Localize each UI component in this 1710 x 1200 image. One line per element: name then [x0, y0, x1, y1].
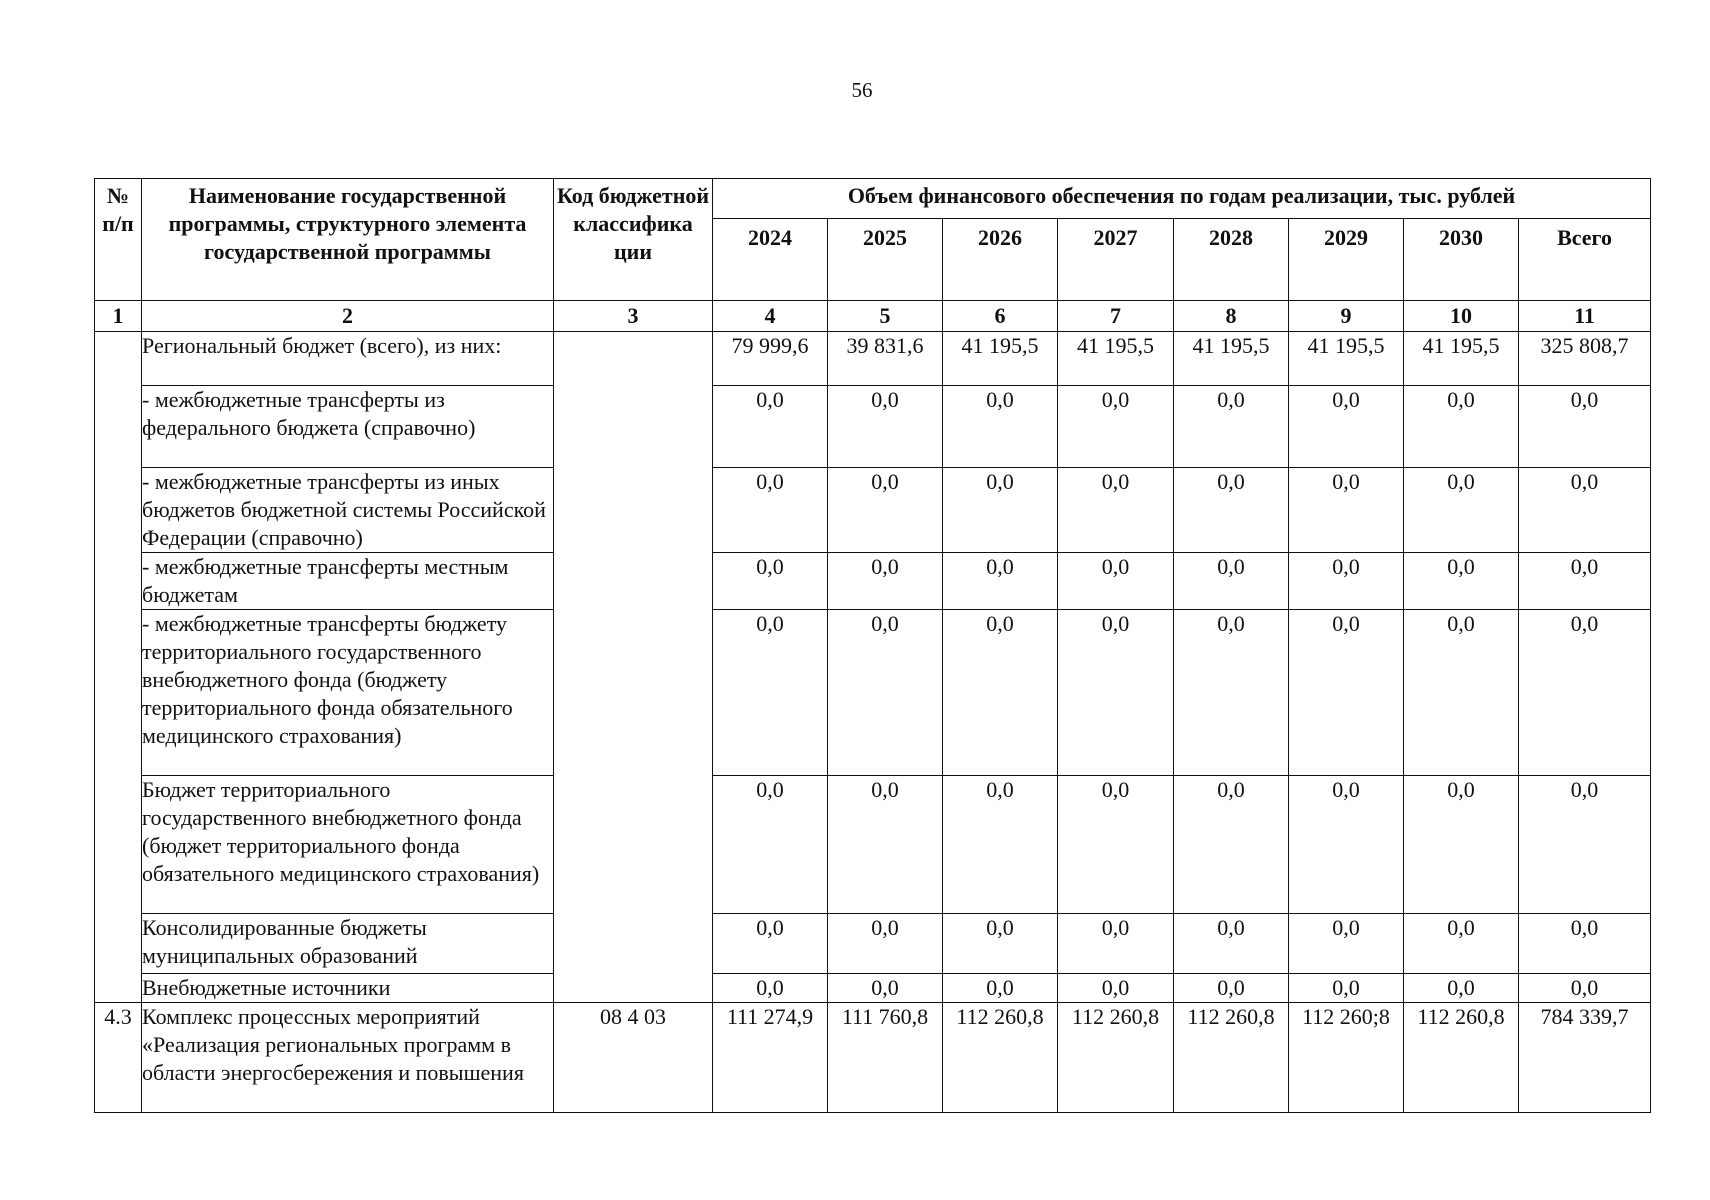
cell-value: 0,0: [713, 468, 828, 553]
cell-value: 0,0: [828, 776, 943, 914]
cell-value: 0,0: [1289, 914, 1404, 974]
header-np: № п/п: [95, 179, 142, 301]
column-number: 3: [554, 301, 713, 332]
column-number: 1: [95, 301, 142, 332]
header-financing-group: Объем финансового обеспечения по годам реализации, тыс. рублей: [713, 179, 1651, 219]
cell-value: 0,0: [1058, 776, 1174, 914]
row-number: 4.3: [95, 1003, 142, 1113]
cell-value: 0,0: [1289, 610, 1404, 776]
row-name: - межбюджетные трансферты бюджету территориального государственного внебюджетного фонда (бюджету территориального фонда обязательного медицинского страхования): [142, 610, 554, 776]
row-name: Региональный бюджет (всего), из них:: [142, 332, 554, 386]
financing-table: [94, 178, 1651, 1113]
column-number: 11: [1519, 301, 1651, 332]
cell-value: 41 195,5: [1058, 332, 1174, 386]
cell-value: 0,0: [943, 974, 1058, 1003]
header-year: 2026: [943, 219, 1058, 301]
header-name: Наименование государственной программы, структурного элемента государственной программы: [142, 179, 554, 301]
cell-value: 41 195,5: [1174, 332, 1289, 386]
column-number: 4: [713, 301, 828, 332]
row-name: - межбюджетные трансферты из федерального бюджета (справочно): [142, 386, 554, 468]
cell-value: 0,0: [1289, 386, 1404, 468]
header-year: 2030: [1404, 219, 1519, 301]
cell-value: 0,0: [713, 974, 828, 1003]
cell-total: 0,0: [1519, 386, 1651, 468]
cell-value: 111 274,9: [713, 1003, 828, 1113]
cell-value: 0,0: [1174, 776, 1289, 914]
cell-value: 0,0: [1404, 974, 1519, 1003]
row-name: Консолидированные бюджеты муниципальных образований: [142, 914, 554, 974]
header-row-1: [95, 179, 1651, 219]
table-row: [95, 914, 1651, 974]
cell-value: 0,0: [943, 386, 1058, 468]
cell-total: 0,0: [1519, 553, 1651, 610]
cell-total: 0,0: [1519, 468, 1651, 553]
cell-value: 0,0: [943, 610, 1058, 776]
column-number: 9: [1289, 301, 1404, 332]
cell-value: 0,0: [828, 386, 943, 468]
cell-value: 0,0: [1404, 914, 1519, 974]
cell-value: 79 999,6: [713, 332, 828, 386]
row-code: [554, 332, 713, 1003]
cell-value: 0,0: [1058, 553, 1174, 610]
cell-value: 112 260,8: [943, 1003, 1058, 1113]
cell-value: 0,0: [1058, 914, 1174, 974]
cell-value: 0,0: [828, 974, 943, 1003]
cell-value: 0,0: [1174, 914, 1289, 974]
cell-total: 0,0: [1519, 610, 1651, 776]
cell-value: 0,0: [713, 610, 828, 776]
cell-value: 0,0: [1404, 553, 1519, 610]
cell-value: 0,0: [713, 914, 828, 974]
cell-value: 0,0: [1289, 776, 1404, 914]
cell-value: 0,0: [1174, 553, 1289, 610]
cell-total: 0,0: [1519, 974, 1651, 1003]
column-number: 8: [1174, 301, 1289, 332]
cell-value: 0,0: [1404, 776, 1519, 914]
cell-total: 0,0: [1519, 776, 1651, 914]
cell-value: 41 195,5: [1289, 332, 1404, 386]
header-year: 2028: [1174, 219, 1289, 301]
cell-value: 0,0: [1404, 610, 1519, 776]
cell-value: 0,0: [943, 776, 1058, 914]
cell-total: 0,0: [1519, 914, 1651, 974]
cell-value: 0,0: [713, 553, 828, 610]
cell-value: 0,0: [1174, 974, 1289, 1003]
header-code: Код бюджетной классифика ции: [554, 179, 713, 301]
header-total: Всего: [1519, 219, 1651, 301]
table-row: [95, 553, 1651, 610]
table-row: [95, 776, 1651, 914]
cell-value: 112 260,8: [1174, 1003, 1289, 1113]
header-year: 2025: [828, 219, 943, 301]
cell-total: 784 339,7: [1519, 1003, 1651, 1113]
cell-value: 0,0: [1058, 468, 1174, 553]
header-year: 2024: [713, 219, 828, 301]
row-name: - межбюджетные трансферты местным бюджетам: [142, 553, 554, 610]
cell-value: 112 260;8: [1289, 1003, 1404, 1113]
column-number: 5: [828, 301, 943, 332]
row-name: Бюджет территориального государственного внебюджетного фонда (бюджет территориального фонда обязательного медицинского страхования): [142, 776, 554, 914]
table-row: [95, 610, 1651, 776]
cell-value: 0,0: [828, 553, 943, 610]
cell-value: 0,0: [828, 610, 943, 776]
table-row: [95, 386, 1651, 468]
cell-value: 0,0: [1174, 386, 1289, 468]
header-year: 2029: [1289, 219, 1404, 301]
cell-value: 0,0: [1289, 974, 1404, 1003]
cell-value: 111 760,8: [828, 1003, 943, 1113]
row-code: 08 4 03: [554, 1003, 713, 1113]
cell-value: 0,0: [943, 914, 1058, 974]
column-number-row: [95, 301, 1651, 332]
cell-value: 112 260,8: [1058, 1003, 1174, 1113]
cell-value: 0,0: [1174, 468, 1289, 553]
cell-value: 0,0: [1174, 610, 1289, 776]
cell-value: 0,0: [828, 468, 943, 553]
cell-value: 0,0: [713, 386, 828, 468]
cell-value: 0,0: [1404, 468, 1519, 553]
row-name: - межбюджетные трансферты из иных бюджетов бюджетной системы Российской Федерации (справочно): [142, 468, 554, 553]
row-number: [95, 332, 142, 1003]
column-number: 7: [1058, 301, 1174, 332]
cell-value: 0,0: [1289, 468, 1404, 553]
page-number: 56: [851, 78, 873, 102]
cell-value: 0,0: [1058, 610, 1174, 776]
cell-value: 41 195,5: [1404, 332, 1519, 386]
cell-value: 0,0: [713, 776, 828, 914]
table-row: [95, 974, 1651, 1003]
cell-value: 0,0: [1404, 386, 1519, 468]
cell-value: 0,0: [943, 468, 1058, 553]
column-number: 6: [943, 301, 1058, 332]
cell-value: 112 260,8: [1404, 1003, 1519, 1113]
row-name: Комплекс процессных мероприятий «Реализация региональных программ в области энергосбережения и повышения: [142, 1003, 554, 1113]
cell-value: 0,0: [828, 914, 943, 974]
table-row: [95, 1003, 1651, 1113]
cell-value: 0,0: [1058, 386, 1174, 468]
header-year: 2027: [1058, 219, 1174, 301]
column-number: 2: [142, 301, 554, 332]
cell-value: 0,0: [1289, 553, 1404, 610]
cell-value: 0,0: [1058, 974, 1174, 1003]
cell-value: 39 831,6: [828, 332, 943, 386]
table-row: [95, 468, 1651, 553]
cell-value: 0,0: [943, 553, 1058, 610]
cell-value: 41 195,5: [943, 332, 1058, 386]
table-row: [95, 332, 1651, 386]
column-number: 10: [1404, 301, 1519, 332]
row-name: Внебюджетные источники: [142, 974, 554, 1003]
cell-total: 325 808,7: [1519, 332, 1651, 386]
